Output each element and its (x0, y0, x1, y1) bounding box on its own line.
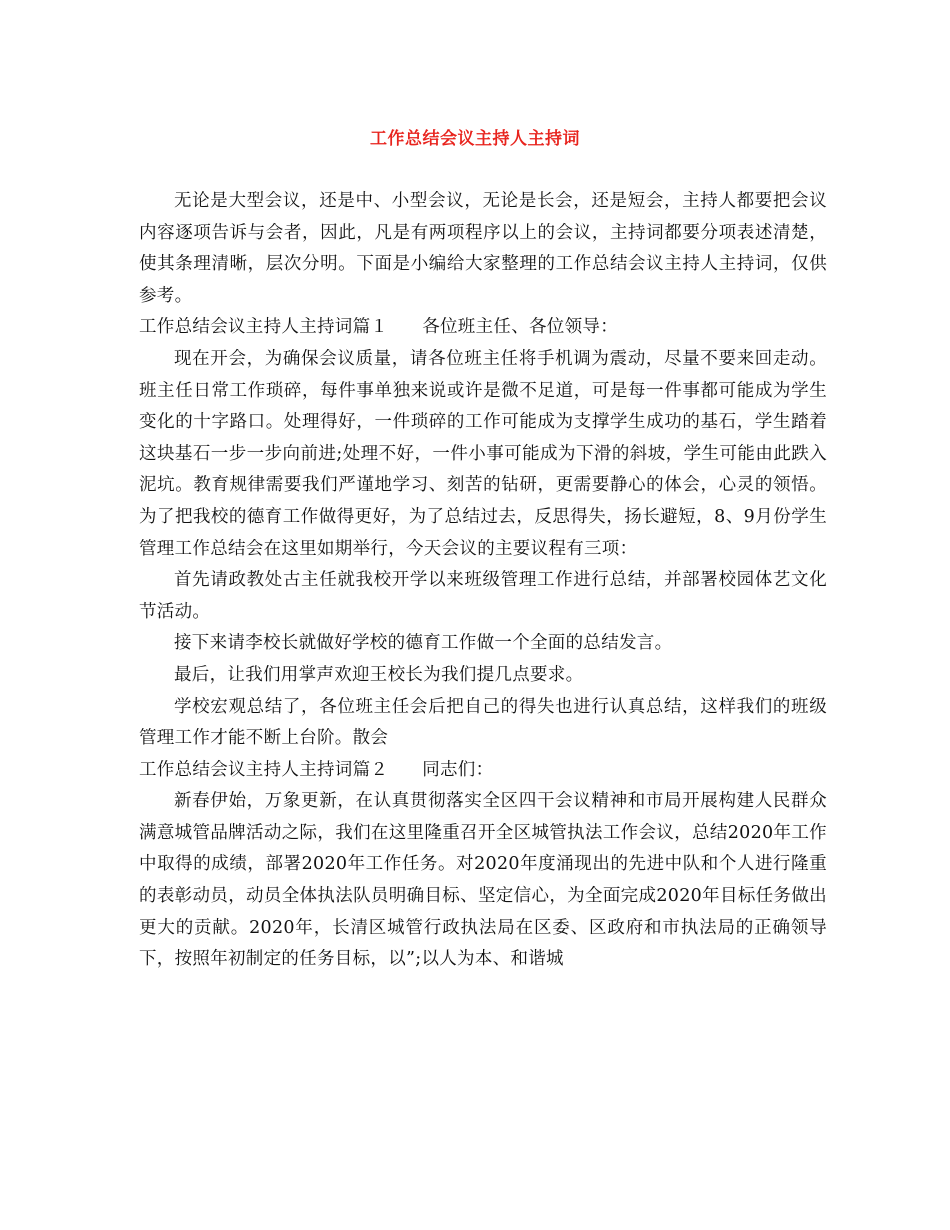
section-1-paragraph: 首先请政教处古主任就我校开学以来班级管理工作进行总结，并部署校园体艺文化节活动。 (139, 570, 827, 622)
section-2-paragraph: 新春伊始，万象更新，在认真贯彻落实全区四干会议精神和市局开展构建人民群众满意城管品牌活动之际，我们在这里隆重召开全区城管执法工作会议，总结2020年工作中取得的成绩，部署2020年工作任务。对2020年度涌现出的先进中队和个人进行隆重的表彰动员，动员全体执法队员明确目标、坚定信心，为全面完成2020年目标任务做出更大的贡献。2020年，长清区城管行政执法局在区委、区政府和市执法局的正确领导下，按照年初制定的任务目标，以”;以人为本、和谐城 (139, 791, 827, 970)
section-1-heading: 工作总结会议主持人主持词篇１ (139, 317, 389, 338)
section-1-paragraph: 接下来请李校长就做好学校的德育工作做一个全面的总结发言。 (174, 633, 673, 654)
section-2-salutation: 同志们： (422, 759, 494, 780)
section-1-paragraph: 最后，让我们用掌声欢迎王校长为我们提几点要求。 (174, 664, 584, 685)
section-1-paragraph: 学校宏观总结了，各位班主任会后把自己的得失也进行认真总结，这样我们的班级管理工作才能不断上台阶。散会 (139, 696, 827, 749)
section-2-heading: 工作总结会议主持人主持词篇２ (139, 759, 389, 780)
section-2-heading-line (139, 755, 827, 787)
document-title: 工作总结会议主持人主持词 (370, 129, 580, 149)
section-1-heading-line (139, 312, 827, 344)
section-1-paragraph: 现在开会，为确保会议质量，请各位班主任将手机调为震动，尽量不要来回走动。班主任日常工作琐碎，每件事单独来说或许是微不足道，可是每一件事都可能成为学生变化的十字路口。处理得好，一件琐碎的工作可能成为支撑学生成功的基石，学生踏着这块基石一步一步向前进;处理不好，一件小事可能成为下滑的斜坡，学生可能由此跌入泥坑。教育规律需要我们严谨地学习、刻苦的钻研，更需要静心的体会，心灵的领悟。为了把我校的德育工作做得更好，为了总结过去，反思得失，扬长避短，8、9月份学生管理工作总结会在这里如期举行，今天会议的主要议程有三项： (139, 348, 827, 559)
document-body (139, 186, 827, 976)
intro-paragraph: 无论是大型会议，还是中、小型会议，无论是长会，还是短会，主持人都要把会议内容逐项告诉与会者，因此，凡是有两项程序以上的会议，主持词都要分项表述清楚，使其条理清晰，层次分明。下面是小编给大家整理的工作总结会议主持人主持词，仅供参考。 (139, 191, 827, 306)
section-1-salutation: 各位班主任、各位领导： (422, 317, 619, 338)
